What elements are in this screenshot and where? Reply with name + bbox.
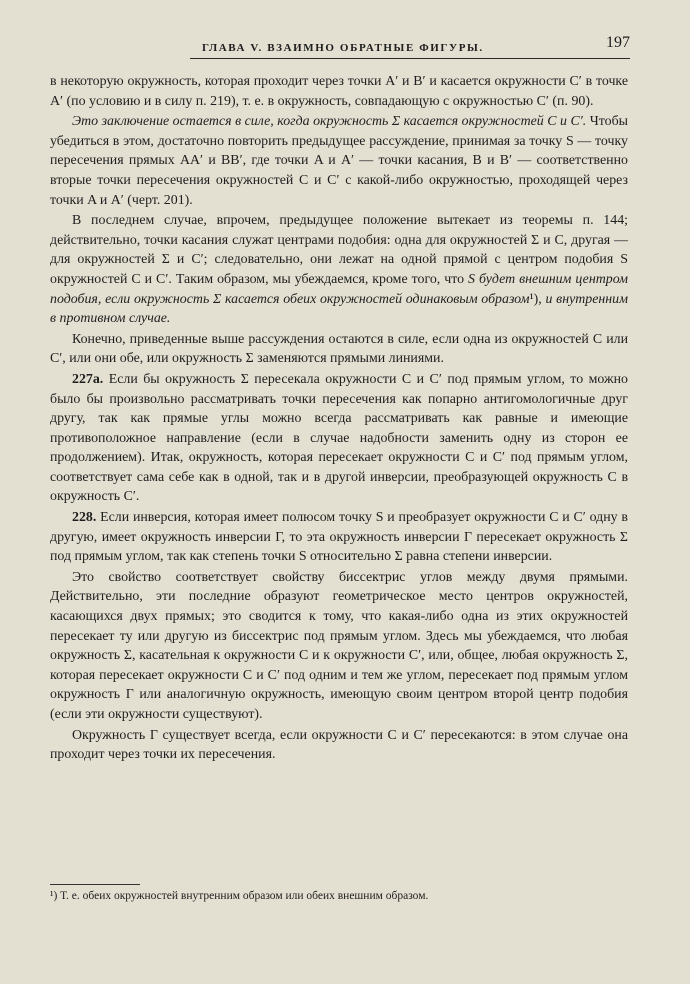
section-227a [50, 370, 628, 507]
page-header [190, 32, 630, 59]
paragraph-3-italic-1: S будет внешним центром подобия, если окружность Σ касается обеих окружностей одинаковым образом [50, 271, 628, 307]
paragraph-6 [50, 568, 628, 725]
paragraph-3-italic-2: и внутренним в противном случае. [50, 291, 628, 327]
running-head: ГЛАВА V. ВЗАИМНО ОБРАТНЫЕ ФИГУРЫ. [202, 42, 484, 54]
section-227a-text: Если бы окружность Σ пересекала окружности C и C′ под прямым углом, то можно было бы произвольно рассматривать точки пересечения как попарно антигомологичные друг другу, так как прямые углы можно всегда рассматривать как равные и имеющие противоположное направление (если в случае надобности заменить одну из сторон ее продолжением). Итак, окружность, которая пересекает окружности C и C′ под прямым углом, соответствует сама себе как в одной, так и в другой инверсии, преобразующей окружность C в окружность C′. [50, 371, 628, 505]
paragraph-4-text: Конечно, приведенные выше рассуждения остаются в силе, если одна из окружностей C или C′, или они обе, или окружность Σ заменяются прямыми линиями. [50, 331, 628, 367]
paragraph-2-text: Чтобы убедиться в этом, достаточно повторить предыдущее рассуждение, принимая за точку S — точку пересечения прямых AA′ и BB′, где точки A и A′ — точки касания, B и B′ — соответственно вторые точки пересечения окружностей C и C′ с какой-либо окружностью, проходящей через точки A и A′ (черт. 201). [50, 114, 628, 208]
paragraph-2-italic: Это заключение остается в силе, когда окружность Σ касается окружностей C и C′. [72, 114, 587, 130]
section-228 [50, 508, 628, 567]
footnote-reference: ¹) [529, 291, 539, 307]
paragraph-7 [50, 726, 628, 765]
paragraph-3-text-2: , [538, 291, 546, 307]
paragraph-4 [50, 330, 628, 369]
paragraph-2 [50, 112, 628, 210]
footnote [50, 888, 628, 904]
section-228-text: Если инверсия, которая имеет полюсом точку S и преобразует окружности C и C′ одну в другую, имеет окружность инверсии Γ, то эта окружность инверсии Γ пересекает окружность Σ под прямым углом, так как степень точки S относительно Σ равна степени инверсии. [50, 510, 628, 565]
paragraph-3-text-1: В последнем случае, впрочем, предыдущее положение вытекает из теоремы п. 144; действительно, точки касания служат центрами подобия: одна для окружностей Σ и C, другая — для окружностей Σ и C′; следовательно, они лежат на одной прямой с центром подобия S окружностей C и C′. Таким образом, мы убеждаемся, кроме того, что [50, 213, 628, 287]
paragraph-7-text: Окружность Γ существует всегда, если окружности C и C′ пересекаются: в этом случае она проходит через точки их пересечения. [50, 727, 628, 763]
section-number-227a: 227а. [72, 371, 104, 387]
paragraph-3 [50, 211, 628, 329]
paragraph-6-text: Это свойство соответствует свойству биссектрис углов между двумя прямыми. Действительно, эти последние образуют геометрическое место центров окружностей, касающихся двух прямых; это сводится к тому, что какая-либо одна из этих окружностей пересекает ту или другую из биссектрис под прямым углом. Здесь мы убеждаемся, что любая окружность Σ, касательная к окружности C и к окружности C′, или, общее, любая окружность Σ, которая пересекает окружности C и C′ под одним и тем же углом, пересекает под прямым углом окружность Γ или аналогичную окружность, имеющую своим центром второй центр подобия (если эти окружности существуют). [50, 569, 628, 722]
section-number-228: 228. [72, 510, 97, 526]
footnote-mark: ¹) [50, 890, 58, 902]
paragraph-1 [50, 72, 628, 111]
page-number: 197 [606, 34, 630, 51]
footnote-divider [50, 884, 140, 885]
main-text [50, 72, 628, 765]
paragraph-1-text: в некоторую окружность, которая проходит через точки A′ и B′ и касается окружности C′ в точке A′ (по условию и в силу п. 219), т. е. в окружность, совпадающую с окружностью C′ (п. 90). [50, 74, 628, 109]
footnote-text: Т. е. обеих окружностей внутренним образом или обеих внешним образом. [57, 890, 429, 902]
